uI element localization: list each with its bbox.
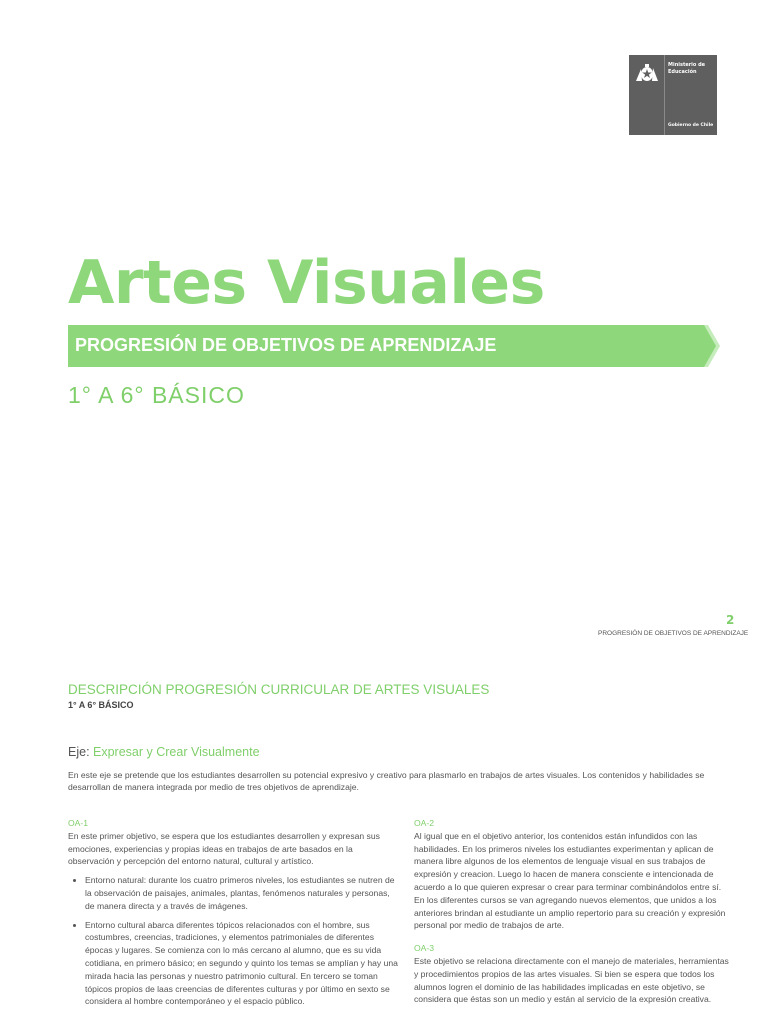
oa1-text: En este primer objetivo, se espera que los estudiantes desarrollen y expresan sus emociones, experiencias y propias ideas en trabajos de arte basados en la observación y percepción del entorno natural, cultural y artístico.: [68, 830, 380, 867]
ministry-name: [668, 62, 705, 76]
banner-text: PROGRESIÓN DE OBJETIVOS DE APRENDIZAJE: [75, 335, 497, 355]
ministry-logo: [629, 55, 717, 135]
page-number: 2: [726, 613, 735, 627]
intro-paragraph: En este eje se pretende que los estudiantes desarrollen su potencial expresivo y creativo para plasmarlo en trabajos de artes visuales. Los contenidos y habilidades se desarrollan de manera integrada por medio de tres objetivos de aprendizaje.: [68, 770, 705, 792]
title-banner: [68, 325, 698, 367]
oa2-text: Al igual que en el objetivo anterior, los contenidos están infundidos con las habilidades. En los primeros niveles los estudiantes experimentan y aplican de manera libre algunos de los elementos de lenguaje visual en sus trabajos de expresión y creacion. Luego lo hacen de manera consciente e intencionada de acuerdo a lo que quieren expresar o crear para terminar combinándolos entre sí. En los diferentes cursos se van agregando nuevos elementos, que unidos a los anteriores brindan al estudiante un amplio repertorio para su creación y expresión personal por medio de trabajos de arte.: [414, 830, 726, 931]
left-column: [68, 817, 398, 1014]
ministry-line2: Educación: [668, 69, 697, 75]
coat-of-arms-icon: [634, 63, 660, 83]
oa2-label: OA-2: [414, 818, 435, 828]
axis-value: Expresar y Crear Visualmente: [93, 745, 260, 759]
list-item: • Entorno natural: durante los cuatro primeros niveles, los estudiantes se nutren de la observación de paisajes, animales, plantas, fenómenos naturales y personas, de manera directa y a través de imágenes.: [85, 874, 398, 912]
running-header: PROGRESIÓN DE OBJETIVOS DE APRENDIZAJE: [598, 630, 749, 637]
section-title: DESCRIPCIÓN PROGRESIÓN CURRICULAR DE ARTES VISUALES: [68, 682, 490, 697]
banner-chevrons-icon: [698, 325, 720, 367]
oa3-text: Este objetivo se relaciona directamente con el manejo de materiales, herramientas y procedimientos propios de las artes visuales. Si bien se espera que todos los alumnos logren el dominio de las habilidades implicadas en este objetivo, se considera que éstas son un medio y están al servicio de la expresión creativa.: [414, 955, 729, 1005]
oa3-label: OA-3: [414, 943, 435, 954]
government-label: Gobierno de Chile: [668, 123, 714, 128]
oa1-bullet-list: [68, 874, 398, 1008]
axis-label: Eje:: [68, 745, 94, 759]
axis-heading: [68, 745, 260, 759]
oa1-label: OA-1: [68, 818, 89, 828]
right-column: [414, 817, 734, 1006]
grade-range: 1° A 6° BÁSICO: [68, 382, 245, 408]
cover-title: Artes Visuales: [68, 248, 545, 318]
ministry-line1: Ministerio de: [668, 62, 706, 68]
list-item: • Entorno cultural abarca diferentes tópicos relacionados con el hombre, sus costumbres, creencias, tradiciones, y elementos patrimoniales de diferentes épocas y lugares. Se comienza con lo más cercano al alumno, que es su vida cotidiana, en primero básico; en segundo y quinto los temas se amplían y hay una mirada hacia las personas y nuestro patrimonio cultural. En tercero se toman tópicos propios de laas creencias de diferentes culturas y por último en sexto se considera al hombre contemporáneo y el espacio público.: [85, 919, 398, 1009]
section-subtitle: 1° A 6° BÁSICO: [68, 700, 134, 710]
logo-divider: [664, 55, 665, 135]
